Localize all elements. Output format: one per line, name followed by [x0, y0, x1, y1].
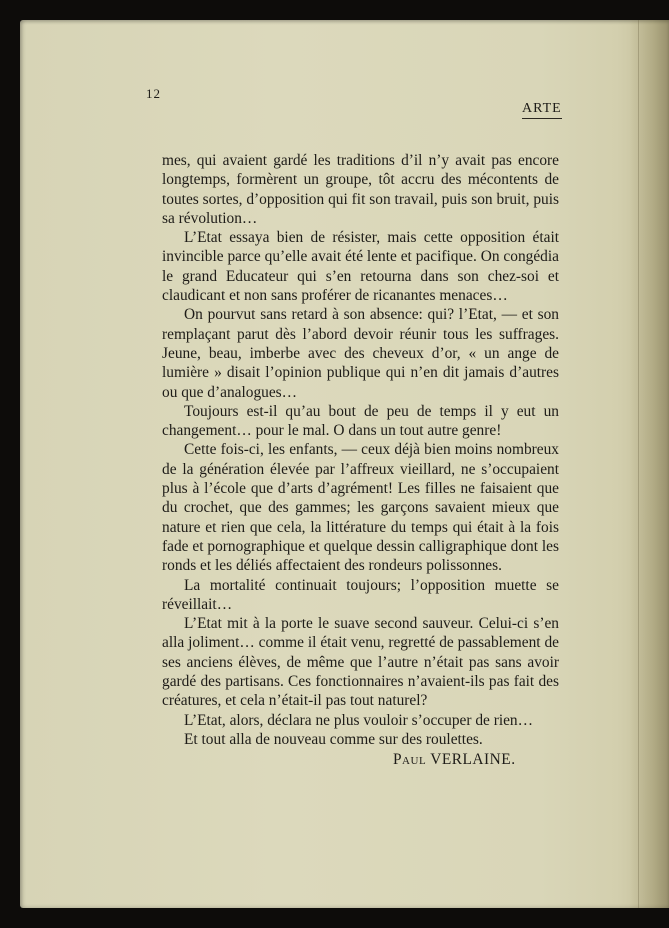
paragraph: L’Etat, alors, déclara ne plus vouloir s’occuper de rien…: [184, 711, 534, 729]
author-first-name: Paul: [393, 751, 427, 768]
author-signature: [393, 751, 516, 769]
paragraph: mes, qui avaient gardé les traditions d’il n’y avait pas encore longtemps, formèrent un groupe, tôt accru des mécontents de toutes sortes, d’opposition qui fit son travail, puis son bruit, puis sa révolution…: [162, 152, 559, 227]
paragraph: Et tout alla de nouveau comme sur des roulettes.: [184, 730, 483, 748]
paragraph: Toujours est-il qu’au bout de peu de temps il y eut un changement… pour le mal. O dans un tout autre genre!: [162, 402, 559, 440]
paragraph: La mortalité continuait toujours; l’opposition muette se réveillait…: [162, 576, 559, 613]
page-edge-shadow: [629, 20, 669, 908]
body-text: [162, 151, 559, 749]
paragraph: L’Etat essaya bien de résister, mais cette opposition était invincible parce qu’elle avait été lente et pacifique. On congédia le grand Educateur qui s’en retourna dans son chez-soi et claudicant et non sans proférer de ricanantes menaces…: [162, 229, 559, 305]
paragraph: Cette fois-ci, les enfants, — ceux déjà bien moins nombreux de la génération élevée par l’affreux vieillard, ne s’occupaient plus à l’école que d’arts d’agrément! Les filles ne faisaient que du crochet, que des gammes; les garçons savaient mieux que nature et rien que cela, la littérature du temps qui était à la fois fade et pornographique et quelque dessin calligraphique dont les ronds et les déliés affectaient des rondeurs polissonnes.: [162, 441, 559, 575]
paragraph: L’Etat mit à la porte le suave second sauveur. Celui-ci s’en alla joliment… comme il était venu, regretté de passablement de ses anciens élèves, de même que l’autre n’était pas sans avoir gardé des partisans. Ces fonctionnaires n’avaient-ils pas fait des créatures, et cela n’était-il pas tout naturel?: [162, 615, 559, 710]
running-head: ARTE: [522, 101, 562, 119]
page-fold-line: [638, 20, 639, 908]
paragraph: On pourvut sans retard à son absence: qui? l’Etat, — et son remplaçant parut dès l’abord devoir réunir tous les suffrages. Jeune, beau, imberbe avec des cheveux d’or, « un ange de lumière » disait l’opinion publique qui n’en dit jamais d’autres ou que d’analogues…: [162, 306, 559, 401]
author-last-name: VERLAINE.: [430, 751, 516, 768]
page-number: 12: [146, 86, 161, 101]
